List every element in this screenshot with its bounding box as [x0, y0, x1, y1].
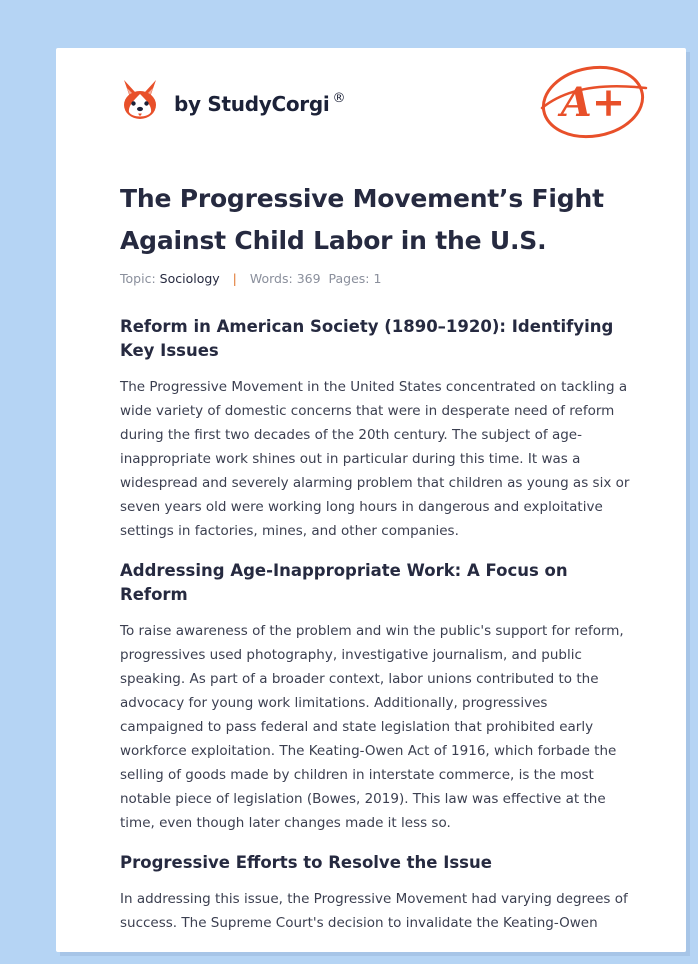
document-meta — [120, 270, 632, 288]
section-paragraph: In addressing this issue, the Progressive Movement had varying degrees of success. The Supreme Court's decision to invalidate the Keating-Owen — [120, 891, 628, 931]
pages-label: Pages: — [328, 271, 370, 286]
section-heading: Reform in American Society (1890–1920): Identifying Key Issues — [120, 317, 614, 360]
logo-text — [174, 92, 345, 116]
studycorgi-logo[interactable] — [120, 76, 345, 124]
topic-label: Topic: — [120, 271, 156, 286]
grade-badge-icon — [536, 58, 650, 146]
page-title: The Progressive Movement’s Fight Against Child Labor in the U.S. — [120, 184, 604, 255]
words-value: 369 — [296, 271, 321, 286]
document-page — [56, 48, 686, 952]
meta-separator: | — [232, 271, 237, 286]
corgi-icon — [120, 78, 160, 122]
section-paragraph: To raise awareness of the problem and win the public's support for reform, progressives used photography, investigative journalism, and public speaking. As part of a broader context, labor unions contributed to the advocacy for young work limitations. Additionally, progressives campaigned to pass federal and state legislation that prohibited early workforce exploitation. The Keating-Owen Act of 1916, which forbade the selling of goods made by children in interstate commerce, is the most notable piece of legislation (Bowes, 2019). This law was effective at the time, even though later changes made it less so. — [120, 623, 624, 831]
pages-value: 1 — [373, 271, 382, 286]
section-paragraph: The Progressive Movement in the United States concentrated on tackling a wide variety of domestic concerns that were in desperate need of reform during the first two decades of the 20th century. The subject of age-inappropriate work shines out in particular during this time. It was a widespread and severely alarming problem that children as young as six or seven years old were working long hours in dangerous and exploitative settings in factories, mines, and other companies. — [120, 379, 630, 539]
section-heading: Progressive Efforts to Resolve the Issue — [120, 853, 492, 872]
grade-text: A+ — [560, 79, 626, 126]
article-content — [120, 178, 632, 935]
topic-link[interactable]: Sociology — [159, 271, 220, 286]
logo-wordmark: by StudyCorgi — [174, 92, 330, 116]
words-label: Words: — [249, 271, 293, 286]
section-heading: Addressing Age-Inappropriate Work: A Focus on Reform — [120, 561, 568, 604]
registered-mark: ® — [332, 91, 346, 106]
